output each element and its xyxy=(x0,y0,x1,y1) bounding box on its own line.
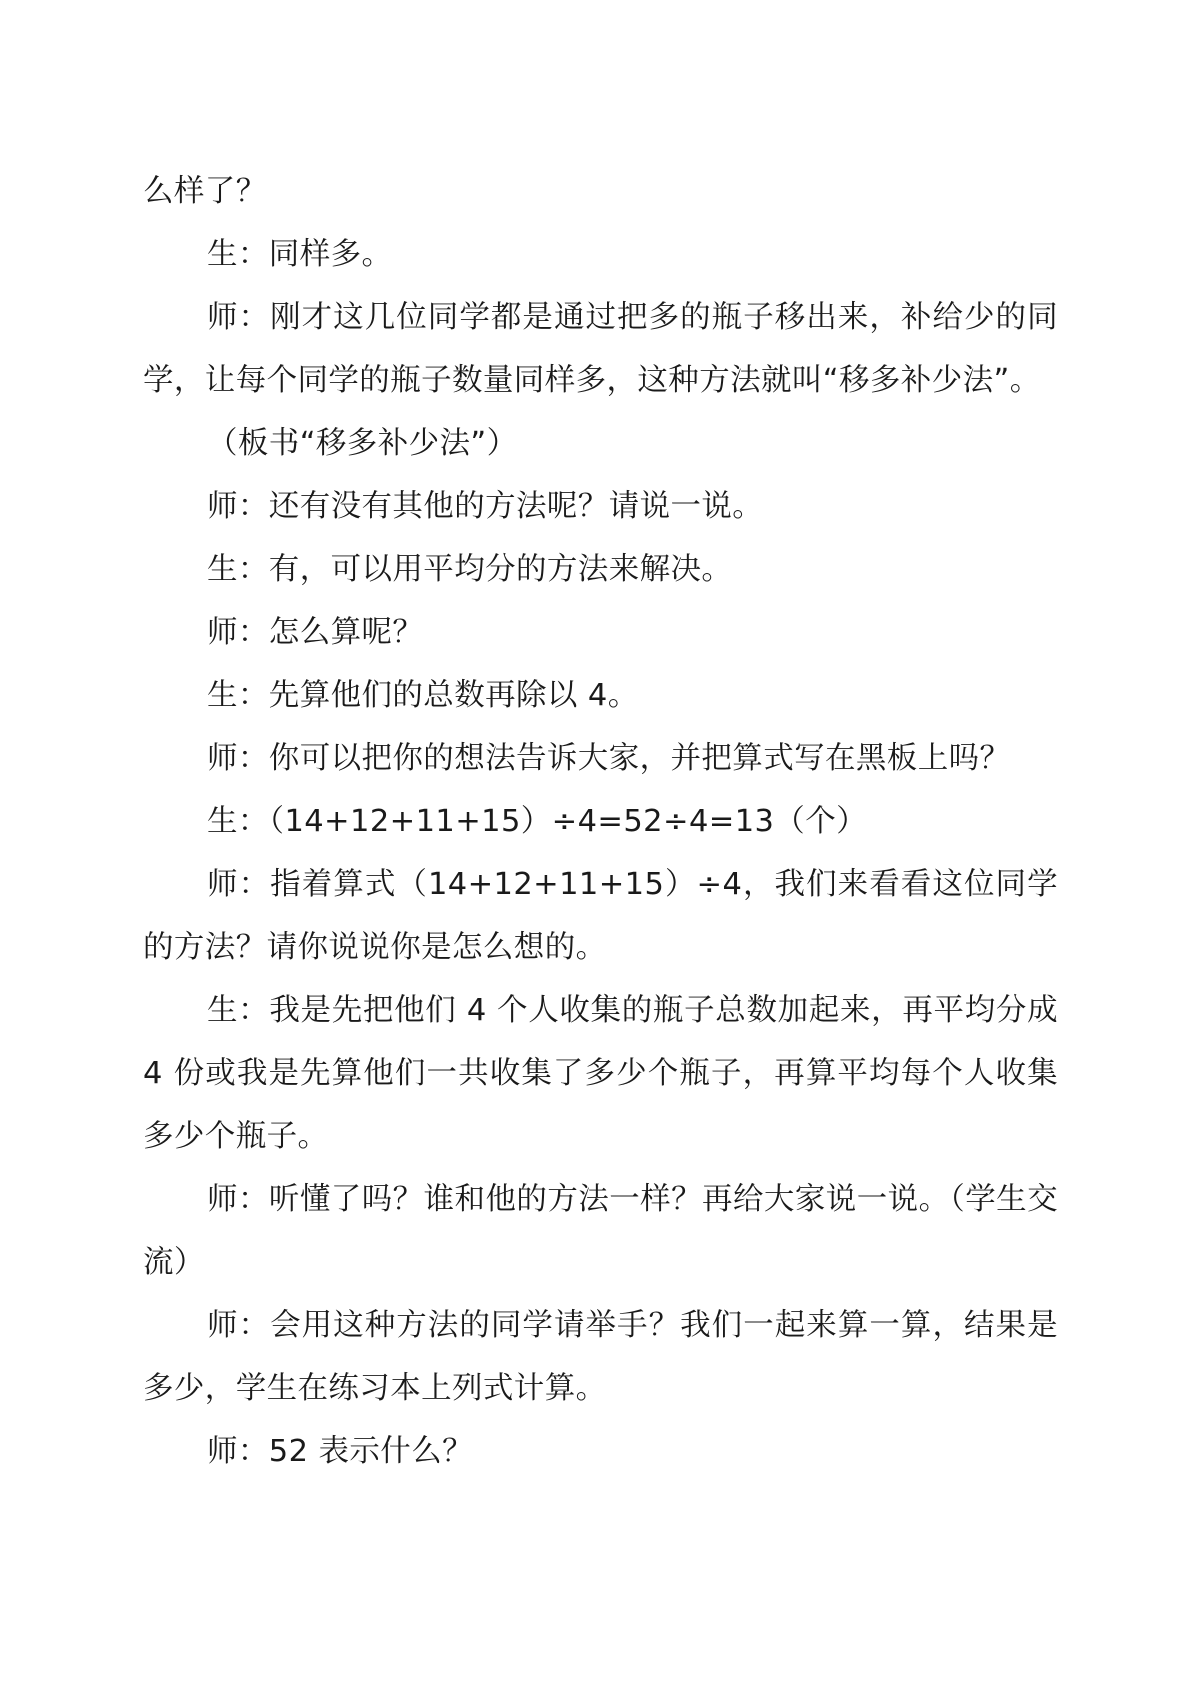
paragraph-student-reply: 生：同样多。 xyxy=(207,237,393,272)
paragraph-teacher-how: 师：怎么算呢？ xyxy=(207,615,424,650)
paragraph-teacher-question-52: 师：52 表示什么？ xyxy=(207,1434,474,1469)
paragraph-teacher-other-method: 师：还有没有其他的方法呢？请说一说。 xyxy=(207,489,764,524)
paragraph-teacher-understand: 师：听懂了吗？谁和他的方法一样？再给大家说一说。（学生交流） xyxy=(143,1182,1058,1280)
paragraph-teacher-formula: 师：指着算式（14+12+11+15）÷4，我们来看看这位同学的方法？请你说说你是怎么想的。 xyxy=(143,867,1058,965)
paragraph-teacher-raise-hand: 师：会用这种方法的同学请举手？我们一起来算一算，结果是多少，学生在练习本上列式计算。 xyxy=(143,1308,1058,1406)
paragraph-continuation: 么样了？ xyxy=(143,174,267,209)
document-body xyxy=(143,160,1058,1483)
paragraph-student-explain: 生：我是先把他们 4 个人收集的瓶子总数加起来，再平均分成 4 份或我是先算他们一共收集了多少个瓶子，再算平均每个人收集多少个瓶子。 xyxy=(143,993,1058,1154)
paragraph-student-total: 生：先算他们的总数再除以 4。 xyxy=(207,678,639,713)
paragraph-student-average: 生：有，可以用平均分的方法来解决。 xyxy=(207,552,733,587)
paragraph-board-note: （板书“移多补少法”） xyxy=(207,426,518,461)
paragraph-student-formula: 生：（14+12+11+15）÷4=52÷4=13（个） xyxy=(207,804,868,839)
paragraph-teacher-move-method: 师：刚才这几位同学都是通过把多的瓶子移出来，补给少的同学，让每个同学的瓶子数量同样多，这种方法就叫“移多补少法”。 xyxy=(143,300,1058,398)
paragraph-teacher-blackboard: 师：你可以把你的想法告诉大家，并把算式写在黑板上吗？ xyxy=(207,741,1011,776)
